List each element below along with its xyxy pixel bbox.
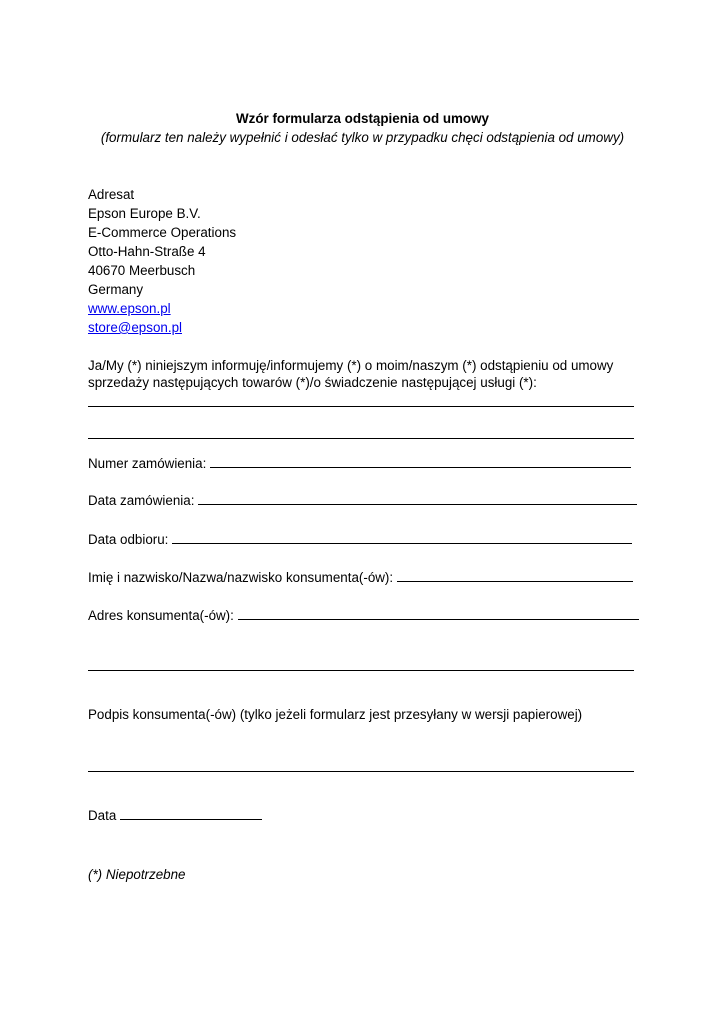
email-link[interactable]: store@epson.pl: [88, 320, 182, 335]
consumer-address-label: Adres konsumenta(-ów):: [88, 608, 234, 623]
website-link[interactable]: www.epson.pl: [88, 301, 171, 316]
order-date-blank[interactable]: [198, 492, 637, 505]
address-line: Germany: [88, 282, 144, 297]
statement-line-2: sprzedaży następujących towarów (*)/o świadczenie następującej usługi (*):: [88, 375, 537, 390]
address-line: E-Commerce Operations: [88, 225, 237, 240]
footnote: (*) Niepotrzebne: [88, 867, 186, 882]
order-date-label: Data zamówienia:: [88, 493, 195, 508]
goods-blank-line-1[interactable]: [88, 406, 634, 407]
address-line: Otto-Hahn-Straße 4: [88, 244, 206, 259]
date-label: Data: [88, 808, 117, 823]
date-field: [88, 807, 262, 824]
consumer-address-blank[interactable]: [238, 607, 639, 620]
goods-blank-line-2[interactable]: [88, 438, 634, 439]
consumer-name-label: Imię i nazwisko/Nazwa/nazwisko konsumenta(-ów):: [88, 570, 394, 585]
consumer-name-blank[interactable]: [397, 569, 633, 582]
receipt-date-field: [88, 531, 632, 548]
statement-line-1: Ja/My (*) niniejszym informuję/informujemy (*) o moim/naszym (*) odstąpieniu od umowy: [88, 358, 614, 373]
address-line: Adresat: [88, 187, 135, 202]
form-subtitle: (formularz ten należy wypełnić i odesłać tylko w przypadku chęci odstąpienia od umowy): [100, 130, 625, 145]
form-title: Wzór formularza odstąpienia od umowy: [236, 111, 489, 126]
consumer-address-blank-line-2[interactable]: [88, 670, 634, 671]
order-date-field: [88, 492, 637, 509]
consumer-address-field: [88, 607, 639, 624]
consumer-name-field: [88, 569, 633, 586]
date-blank[interactable]: [120, 807, 262, 820]
signature-blank-line[interactable]: [88, 771, 634, 772]
address-line: 40670 Meerbusch: [88, 263, 196, 278]
order-number-blank[interactable]: [210, 455, 631, 468]
order-number-field: [88, 455, 631, 472]
address-line: Epson Europe B.V.: [88, 206, 201, 221]
receipt-date-blank[interactable]: [172, 531, 632, 544]
receipt-date-label: Data odbioru:: [88, 532, 169, 547]
signature-label: Podpis konsumenta(-ów) (tylko jeżeli formularz jest przesyłany w wersji papierowej): [88, 707, 583, 722]
order-number-label: Numer zamówienia:: [88, 456, 207, 471]
